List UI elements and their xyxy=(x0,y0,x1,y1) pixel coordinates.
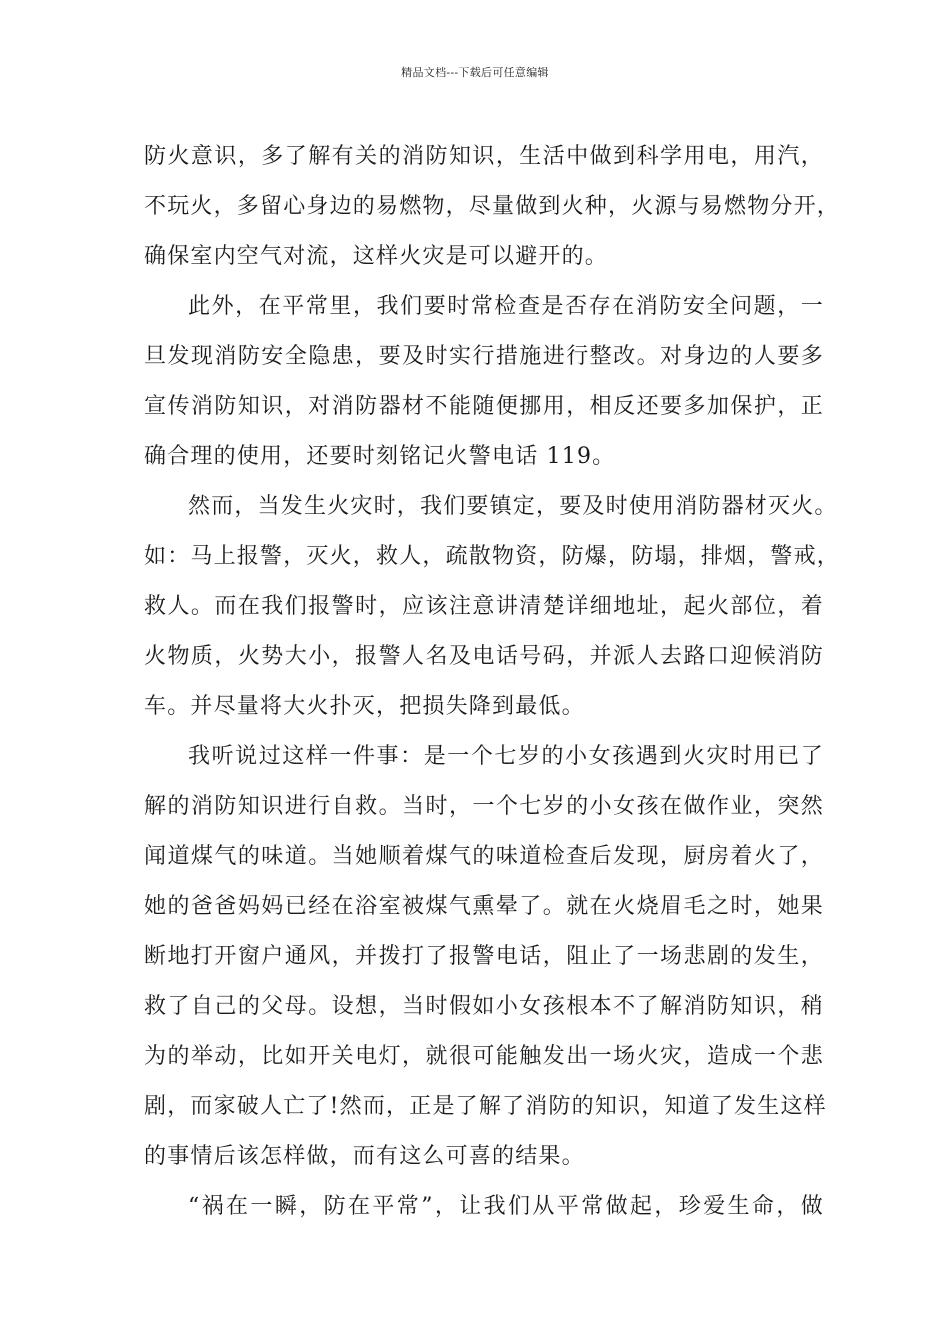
text-line: 然而，当发生火灾时，我们要镇定，要及时使用消防器材灭火。 xyxy=(188,494,838,519)
text-line: 此外，在平常里，我们要时常检查是否存在消防安全问题，一 xyxy=(188,294,824,319)
page-header: 精品文档---下载后可任意编辑 xyxy=(401,66,549,79)
text-line: 救人。而在我们报警时，应该注意讲清楚详细地址，起火部位，着 xyxy=(144,594,824,619)
text-line: 确保室内空气对流，这样火灾是可以避开的。 xyxy=(144,244,609,269)
text-line: 宣传消防知识，对消防器材不能随便挪用，相反还要多加保护，正 xyxy=(144,394,824,419)
text-line: “祸在一瞬，防在平常”，让我们从平常做起，珍爱生命，做 xyxy=(188,1194,824,1219)
text-line: 断地打开窗户通风，并拨打了报警电话，阻止了一场悲剧的发生， xyxy=(144,944,824,969)
text-line: 我听说过这样一件事：是一个七岁的小女孩遇到火灾时用已了 xyxy=(188,744,824,769)
text-line: 救了自己的父母。设想，当时假如小女孩根本不了解消防知识，稍 xyxy=(144,994,824,1019)
text-line: 她的爸爸妈妈已经在浴室被煤气熏晕了。就在火烧眉毛之时，她果 xyxy=(144,894,824,919)
text-line: 闻道煤气的味道。当她顺着煤气的味道检查后发现，厨房着火了， xyxy=(144,844,824,869)
text-line: 确合理的使用，还要时刻铭记火警电话 119。 xyxy=(144,444,616,469)
text-line: 车。并尽量将大火扑灭，把损失降到最低。 xyxy=(144,694,585,719)
text-line: 不玩火，多留心身边的易燃物，尽量做到火种，火源与易燃物分开， xyxy=(144,194,841,219)
text-line: 的事情后该怎样做，而有这么可喜的结果。 xyxy=(144,1144,585,1169)
text-line: 如：马上报警，灭火，救人，疏散物资，防爆，防塌，排烟，警戒， xyxy=(144,544,841,569)
text-line: 剧，而家破人亡了!然而，正是了解了消防的知识，知道了发生这样 xyxy=(144,1094,827,1119)
text-line: 旦发现消防安全隐患，要及时实行措施进行整改。对身边的人要多 xyxy=(144,344,824,369)
text-line: 解的消防知识进行自救。当时，一个七岁的小女孩在做作业，突然 xyxy=(144,794,824,819)
text-line: 为的举动，比如开关电灯，就很可能触发出一场火灾，造成一个悲 xyxy=(144,1044,824,1069)
body-text xyxy=(144,132,841,1232)
text-line: 防火意识，多了解有关的消防知识，生活中做到科学用电，用汽， xyxy=(144,144,824,169)
text-line: 火物质，火势大小，报警人名及电话号码，并派人去路口迎候消防 xyxy=(144,644,824,669)
